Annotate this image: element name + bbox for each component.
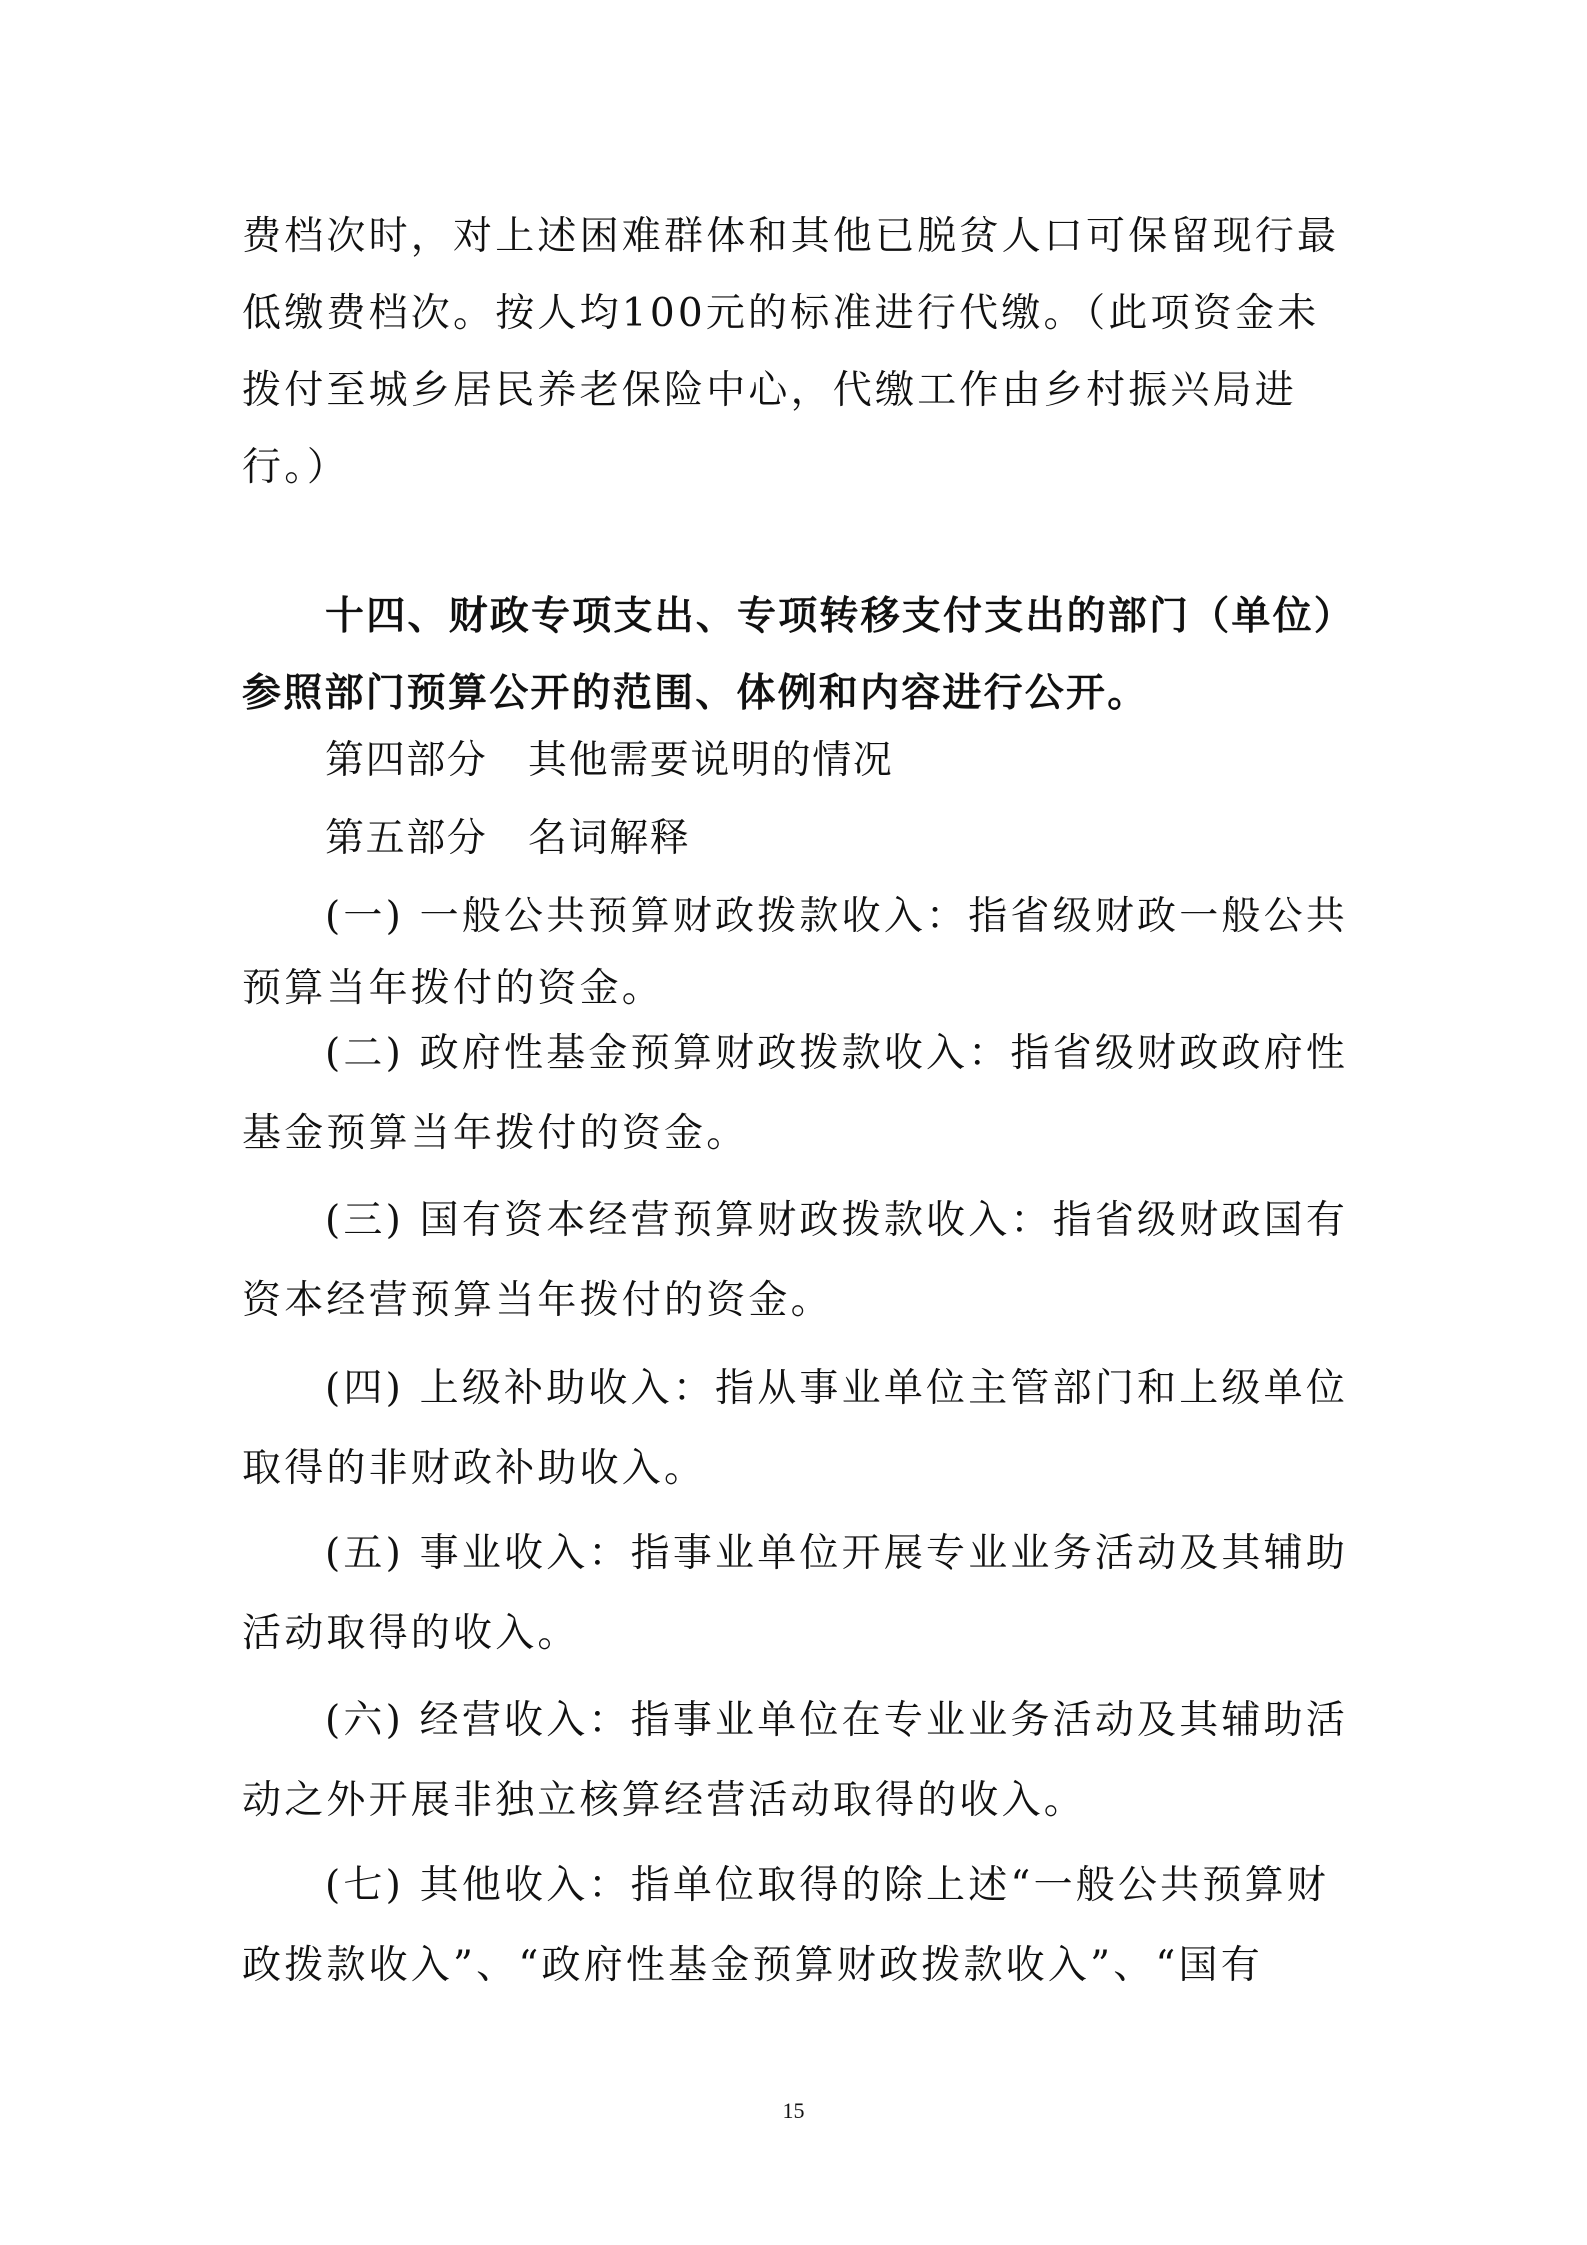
definition-line: (三) 国有资本经营预算财政拨款收入：指省级财政国有 [325, 1198, 1349, 1243]
definition-line: (七) 其他收入：指单位取得的除上述“一般公共预算财 [325, 1863, 1329, 1908]
definition-line: 活动取得的收入。 [242, 1611, 580, 1656]
definition-line: (六) 经营收入：指事业单位在专业业务活动及其辅助活 [325, 1698, 1349, 1743]
definition-line: 动之外开展非独立核算经营活动取得的收入。 [242, 1778, 1087, 1823]
text-line: 行。） [242, 445, 350, 490]
definition-line: 取得的非财政补助收入。 [242, 1446, 707, 1491]
definition-line: 基金预算当年拨付的资金。 [242, 1111, 749, 1156]
definition-line: 预算当年拨付的资金。 [242, 966, 665, 1011]
part-heading: 第五部分 名词解释 [325, 816, 691, 861]
text-line: 费档次时，对上述困难群体和其他已脱贫人口可保留现行最 [242, 214, 1340, 259]
definition-line: (五) 事业收入：指事业单位开展专业业务活动及其辅助 [325, 1531, 1349, 1576]
page-number: 15 [782, 2098, 805, 2123]
definition-line: 资本经营预算当年拨付的资金。 [242, 1278, 833, 1323]
definition-line: (二) 政府性基金预算财政拨款收入：指省级财政政府性 [325, 1031, 1349, 1076]
part-heading: 第四部分 其他需要说明的情况 [325, 738, 894, 783]
section-heading-line: 参照部门预算公开的范围、体例和内容进行公开。 [242, 671, 1149, 716]
text-line: 拨付至城乡居民养老保险中心，代缴工作由乡村振兴局进 [242, 368, 1298, 413]
text-line: 低缴费档次。按人均100元的标准进行代缴。（此项资金未 [242, 291, 1320, 336]
definition-line: 政拨款收入”、“政府性基金预算财政拨款收入”、“国有 [242, 1943, 1263, 1988]
definition-line: (一) 一般公共预算财政拨款收入：指省级财政一般公共 [325, 894, 1349, 939]
section-heading-line: 十四、财政专项支出、专项转移支付支出的部门（单位） [325, 594, 1356, 639]
definition-line: (四) 上级补助收入：指从事业单位主管部门和上级单位 [325, 1366, 1349, 1411]
